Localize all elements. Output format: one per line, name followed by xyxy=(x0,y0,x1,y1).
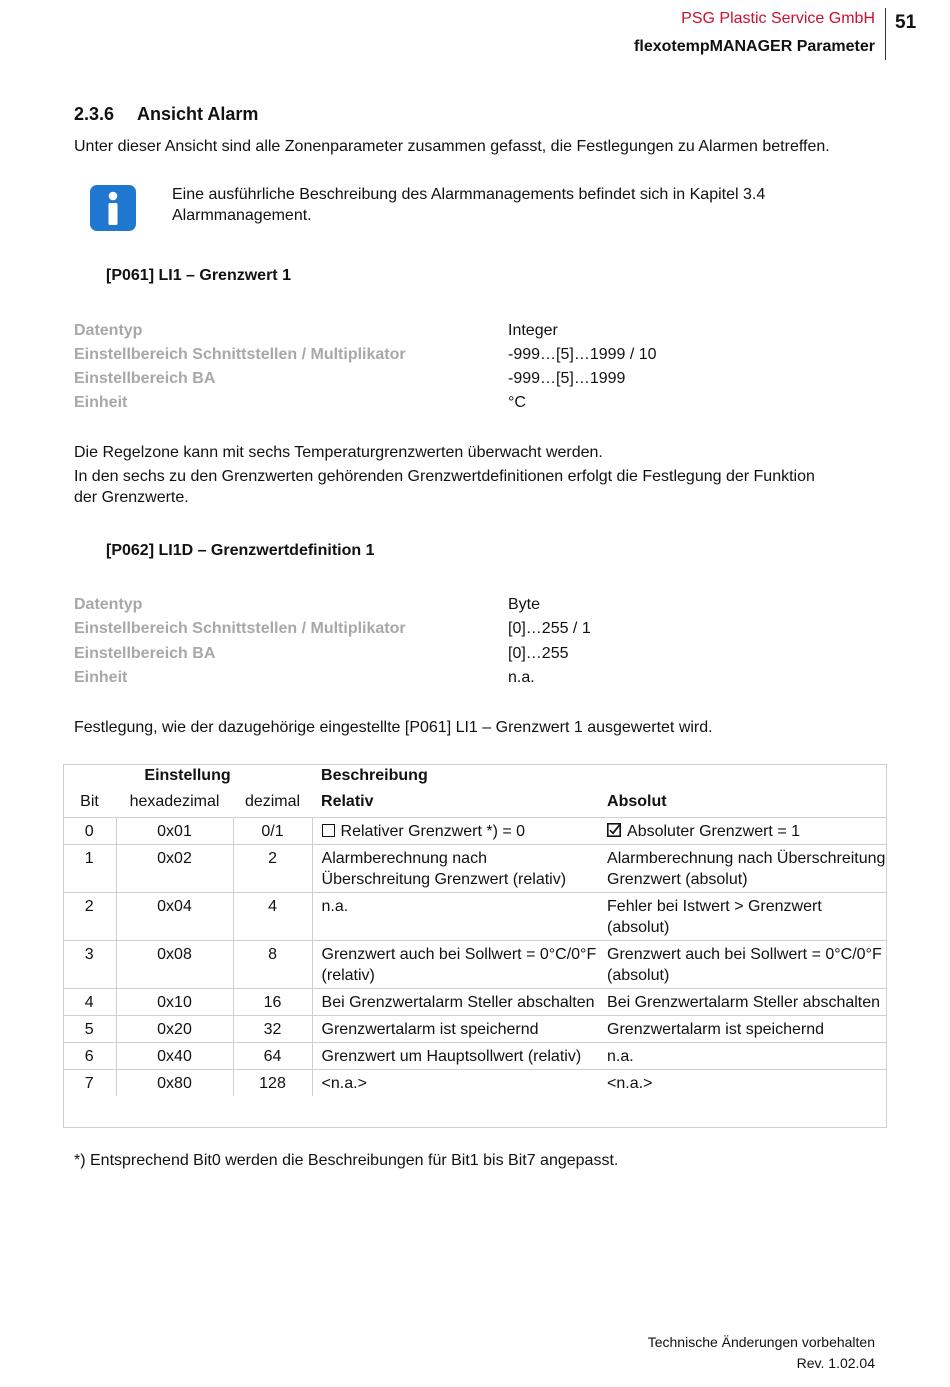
p062-value-datentyp: Byte xyxy=(508,596,541,613)
cell-absolut: Grenzwertalarm ist speichernd xyxy=(599,1016,886,1043)
p062-value-einheit: n.a. xyxy=(508,669,535,686)
cell-hex: 0x10 xyxy=(116,989,233,1016)
section-number: 2.3.6 xyxy=(74,104,115,124)
p061-value-einheit: °C xyxy=(508,394,526,411)
cell-bit: 3 xyxy=(63,941,116,989)
table-row xyxy=(63,1043,886,1070)
cell-absolut: Grenzwert auch bei Sollwert = 0°C/0°F (absolut) xyxy=(599,941,886,989)
p062-label-einstellbereich-ba: Einstellbereich BA xyxy=(74,645,216,662)
cell-hex: 0x20 xyxy=(116,1016,233,1043)
cell-dec: 4 xyxy=(233,893,312,941)
cell-bit: 7 xyxy=(63,1070,116,1097)
p061-value-einstellbereich-ba: -999…[5]…1999 xyxy=(508,370,626,387)
cell-bit: 6 xyxy=(63,1043,116,1070)
header-einstellung: Einstellung xyxy=(144,767,231,784)
cell-absolut-text: Absoluter Grenzwert = 1 xyxy=(627,823,800,840)
table-group-header xyxy=(63,764,886,791)
cell-relativ: <n.a.> xyxy=(312,1070,599,1097)
section-title: Ansicht Alarm xyxy=(137,104,259,124)
p061-label-einheit: Einheit xyxy=(74,394,128,411)
p061-description-line: Die Regelzone kann mit sechs Temperaturgrenzwerten überwacht werden. xyxy=(74,444,603,461)
cell-relativ xyxy=(312,818,599,845)
cell-hex: 0x08 xyxy=(116,941,233,989)
table-row xyxy=(63,941,886,989)
header-beschreibung: Beschreibung xyxy=(321,767,428,784)
p062-description: Festlegung, wie der dazugehörige eingestellte [P061] LI1 – Grenzwert 1 ausgewertet wird. xyxy=(74,719,713,736)
checkbox-empty-icon xyxy=(322,824,335,837)
p062-label-einheit: Einheit xyxy=(74,669,128,686)
cell-relativ-text: Relativer Grenzwert *) = 0 xyxy=(340,823,526,840)
p062-value-einstellbereich-schnittstellen: [0]…255 / 1 xyxy=(508,620,591,637)
table-row xyxy=(63,893,886,941)
cell-absolut xyxy=(599,818,886,845)
footer-disclaimer: Technische Änderungen vorbehalten xyxy=(647,1334,875,1350)
cell-hex: 0x02 xyxy=(116,845,233,893)
section-intro: Unter dieser Ansicht sind alle Zonenparameter zusammen gefasst, die Festlegungen zu Alarmen betreffen. xyxy=(74,138,830,155)
p062-label-einstellbereich-schnittstellen: Einstellbereich Schnittstellen / Multiplikator xyxy=(74,620,406,637)
section-heading xyxy=(74,104,258,125)
info-line: Alarmmanagement. xyxy=(172,207,312,224)
p062-value-einstellbereich-ba: [0]…255 xyxy=(508,645,569,662)
p061-description xyxy=(74,442,874,508)
info-icon xyxy=(90,185,136,231)
p061-value-einstellbereich-schnittstellen: -999…[5]…1999 / 10 xyxy=(508,346,657,363)
param-title-p062: [P062] LI1D – Grenzwertdefinition 1 xyxy=(106,542,375,559)
cell-relativ: Grenzwert um Hauptsollwert (relativ) xyxy=(312,1043,599,1070)
cell-bit: 2 xyxy=(63,893,116,941)
cell-absolut: Bei Grenzwertalarm Steller abschalten xyxy=(599,989,886,1016)
header-hexadezimal: hexadezimal xyxy=(129,793,220,810)
header-dezimal: dezimal xyxy=(244,793,301,810)
cell-hex: 0x40 xyxy=(116,1043,233,1070)
p061-description-line: der Grenzwerte. xyxy=(74,489,189,506)
cell-dec: 32 xyxy=(233,1016,312,1043)
cell-hex: 0x80 xyxy=(116,1070,233,1097)
cell-hex: 0x04 xyxy=(116,893,233,941)
document-title: flexotempMANAGER Parameter xyxy=(634,38,875,55)
checkbox-checked-icon xyxy=(607,823,621,837)
p062-label-datentyp: Datentyp xyxy=(74,596,143,613)
company-name: PSG Plastic Service GmbH xyxy=(681,10,875,27)
cell-bit: 4 xyxy=(63,989,116,1016)
p061-label-datentyp: Datentyp xyxy=(74,322,143,339)
cell-relativ: Bei Grenzwertalarm Steller abschalten xyxy=(312,989,599,1016)
header-bit: Bit xyxy=(80,793,99,810)
cell-dec: 64 xyxy=(233,1043,312,1070)
cell-hex: 0x01 xyxy=(116,818,233,845)
header-relativ: Relativ xyxy=(321,793,374,810)
cell-relativ: Alarmberechnung nach Überschreitung Grenzwert (relativ) xyxy=(312,845,599,893)
page-number: 51 xyxy=(895,12,917,33)
footnote: *) Entsprechend Bit0 werden die Beschreibungen für Bit1 bis Bit7 angepasst. xyxy=(74,1152,619,1169)
info-note xyxy=(172,184,872,226)
cell-absolut: <n.a.> xyxy=(599,1070,886,1097)
p061-label-einstellbereich-ba: Einstellbereich BA xyxy=(74,370,216,387)
p061-description-line: In den sechs zu den Grenzwerten gehörenden Grenzwertdefinitionen erfolgt die Festlegung der Funktion xyxy=(74,468,815,485)
cell-bit: 0 xyxy=(63,818,116,845)
p061-label-einstellbereich-schnittstellen: Einstellbereich Schnittstellen / Multiplikator xyxy=(74,346,406,363)
cell-absolut: Alarmberechnung nach Überschreitung Grenzwert (absolut) xyxy=(599,845,886,893)
info-line: Eine ausführliche Beschreibung des Alarmmanagements befindet sich in Kapitel 3.4 xyxy=(172,186,766,203)
table-row xyxy=(63,1070,886,1097)
cell-relativ: Grenzwertalarm ist speichernd xyxy=(312,1016,599,1043)
p061-value-datentyp: Integer xyxy=(508,322,558,339)
cell-dec: 8 xyxy=(233,941,312,989)
cell-absolut: Fehler bei Istwert > Grenzwert (absolut) xyxy=(599,893,886,941)
table-row xyxy=(63,845,886,893)
cell-dec: 2 xyxy=(233,845,312,893)
header-divider xyxy=(885,8,886,60)
cell-dec: 128 xyxy=(233,1070,312,1097)
table-row xyxy=(63,1016,886,1043)
cell-bit: 5 xyxy=(63,1016,116,1043)
cell-dec: 0/1 xyxy=(233,818,312,845)
bit-definition-table xyxy=(63,764,886,1096)
header-absolut: Absolut xyxy=(607,793,667,810)
param-title-p061: [P061] LI1 – Grenzwert 1 xyxy=(106,267,291,284)
table-column-header xyxy=(63,791,886,818)
cell-dec: 16 xyxy=(233,989,312,1016)
cell-bit: 1 xyxy=(63,845,116,893)
cell-relativ: Grenzwert auch bei Sollwert = 0°C/0°F (relativ) xyxy=(312,941,599,989)
cell-absolut: n.a. xyxy=(599,1043,886,1070)
table-row xyxy=(63,818,886,845)
cell-relativ: n.a. xyxy=(312,893,599,941)
footer-revision: Rev. 1.02.04 xyxy=(796,1355,875,1371)
table-row xyxy=(63,989,886,1016)
